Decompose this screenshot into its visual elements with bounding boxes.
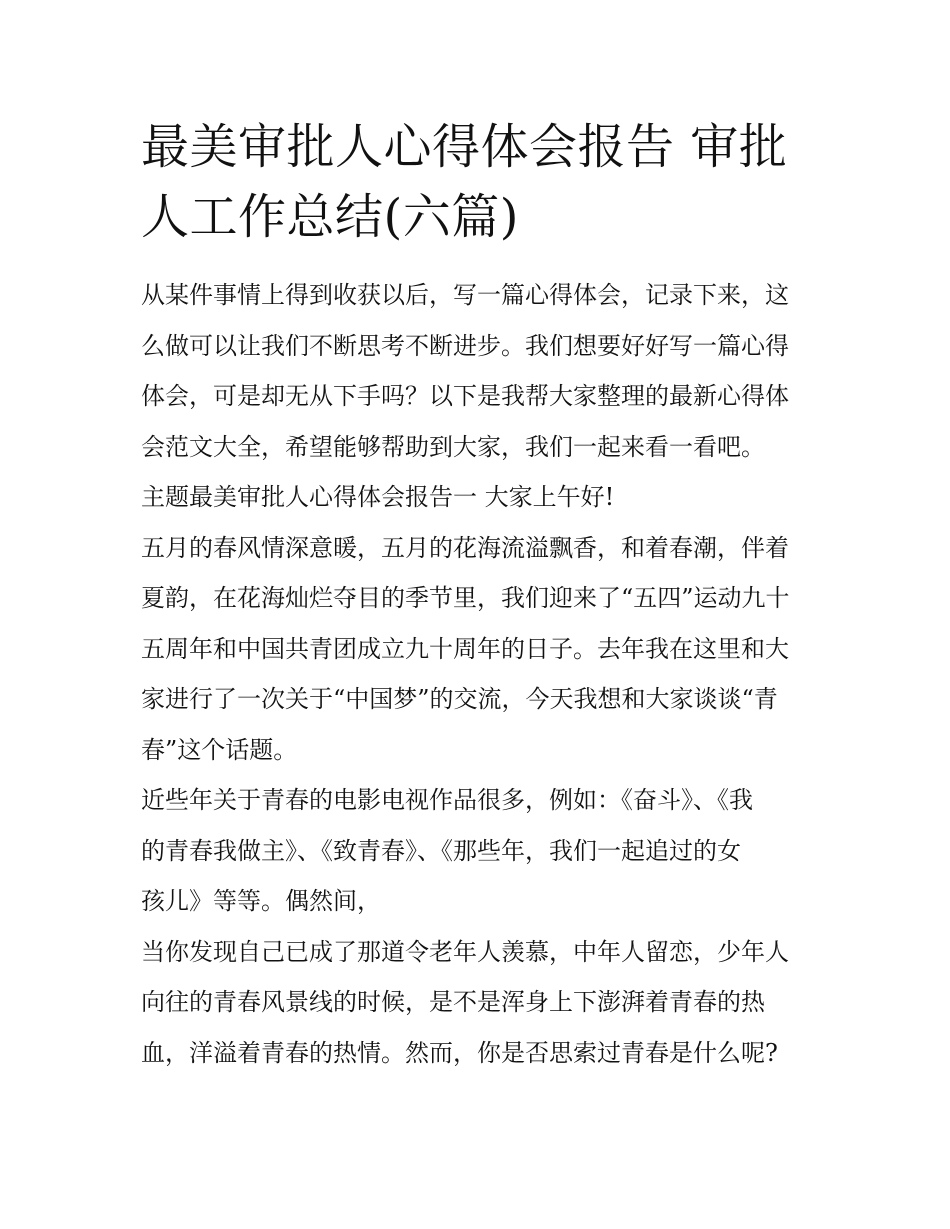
text-line: 孩儿》等等。偶然间， — [141, 887, 381, 915]
paragraph-youth-question — [141, 927, 813, 1079]
title-line: 最美审批人心得体会报告 审批 — [141, 119, 788, 175]
paragraph-topic-heading — [141, 472, 813, 523]
text-line: 夏韵，在花海灿烂夺目的季节里，我们迎来了“五四”运动九十 — [141, 584, 790, 612]
document-body — [141, 270, 813, 1078]
paragraph-youth-films — [141, 775, 813, 927]
text-line: 体会，可是却无从下手吗？以下是我帮大家整理的最新心得体 — [141, 382, 789, 410]
paragraph-may-fourth — [141, 523, 813, 776]
text-line: 会范文大全，希望能够帮助到大家，我们一起来看一看吧。 — [141, 432, 765, 461]
title-line: 人工作总结(六篇) — [141, 189, 519, 245]
text-line: 主题最美审批人心得体会报告一 大家上午好! — [141, 483, 615, 511]
paragraph-intro — [141, 270, 813, 472]
text-line: 的青春我做主》、《致青春》、《那些年，我们一起追过的女 — [141, 836, 741, 865]
text-line: 当你发现自己已成了那道令老年人羡慕，中年人留恋，少年人 — [141, 937, 789, 966]
text-line: 向往的青春风景线的时候，是不是浑身上下澎湃着青春的热 — [141, 988, 765, 1016]
text-line: 五周年和中国共青团成立九十周年的日子。去年我在这里和大 — [141, 634, 789, 663]
text-line: 近些年关于青春的电影电视作品很多，例如：《奋斗》、《我 — [141, 786, 753, 814]
text-line: 血，洋溢着青春的热情。然而，你是否思索过青春是什么呢? — [141, 1038, 778, 1067]
text-line: 春”这个话题。 — [141, 735, 298, 764]
text-line: 五月的春风情深意暖，五月的花海流溢飘香，和着春潮，伴着 — [141, 533, 789, 562]
document-title — [141, 112, 813, 252]
text-line: 从某件事情上得到收获以后，写一篇心得体会，记录下来，这 — [141, 281, 789, 309]
text-line: 么做可以让我们不断思考不断进步。我们想要好好写一篇心得 — [141, 331, 789, 360]
text-line: 家进行了一次关于“中国梦”的交流，今天我想和大家谈谈“青 — [141, 685, 778, 713]
document-content — [141, 112, 813, 1078]
